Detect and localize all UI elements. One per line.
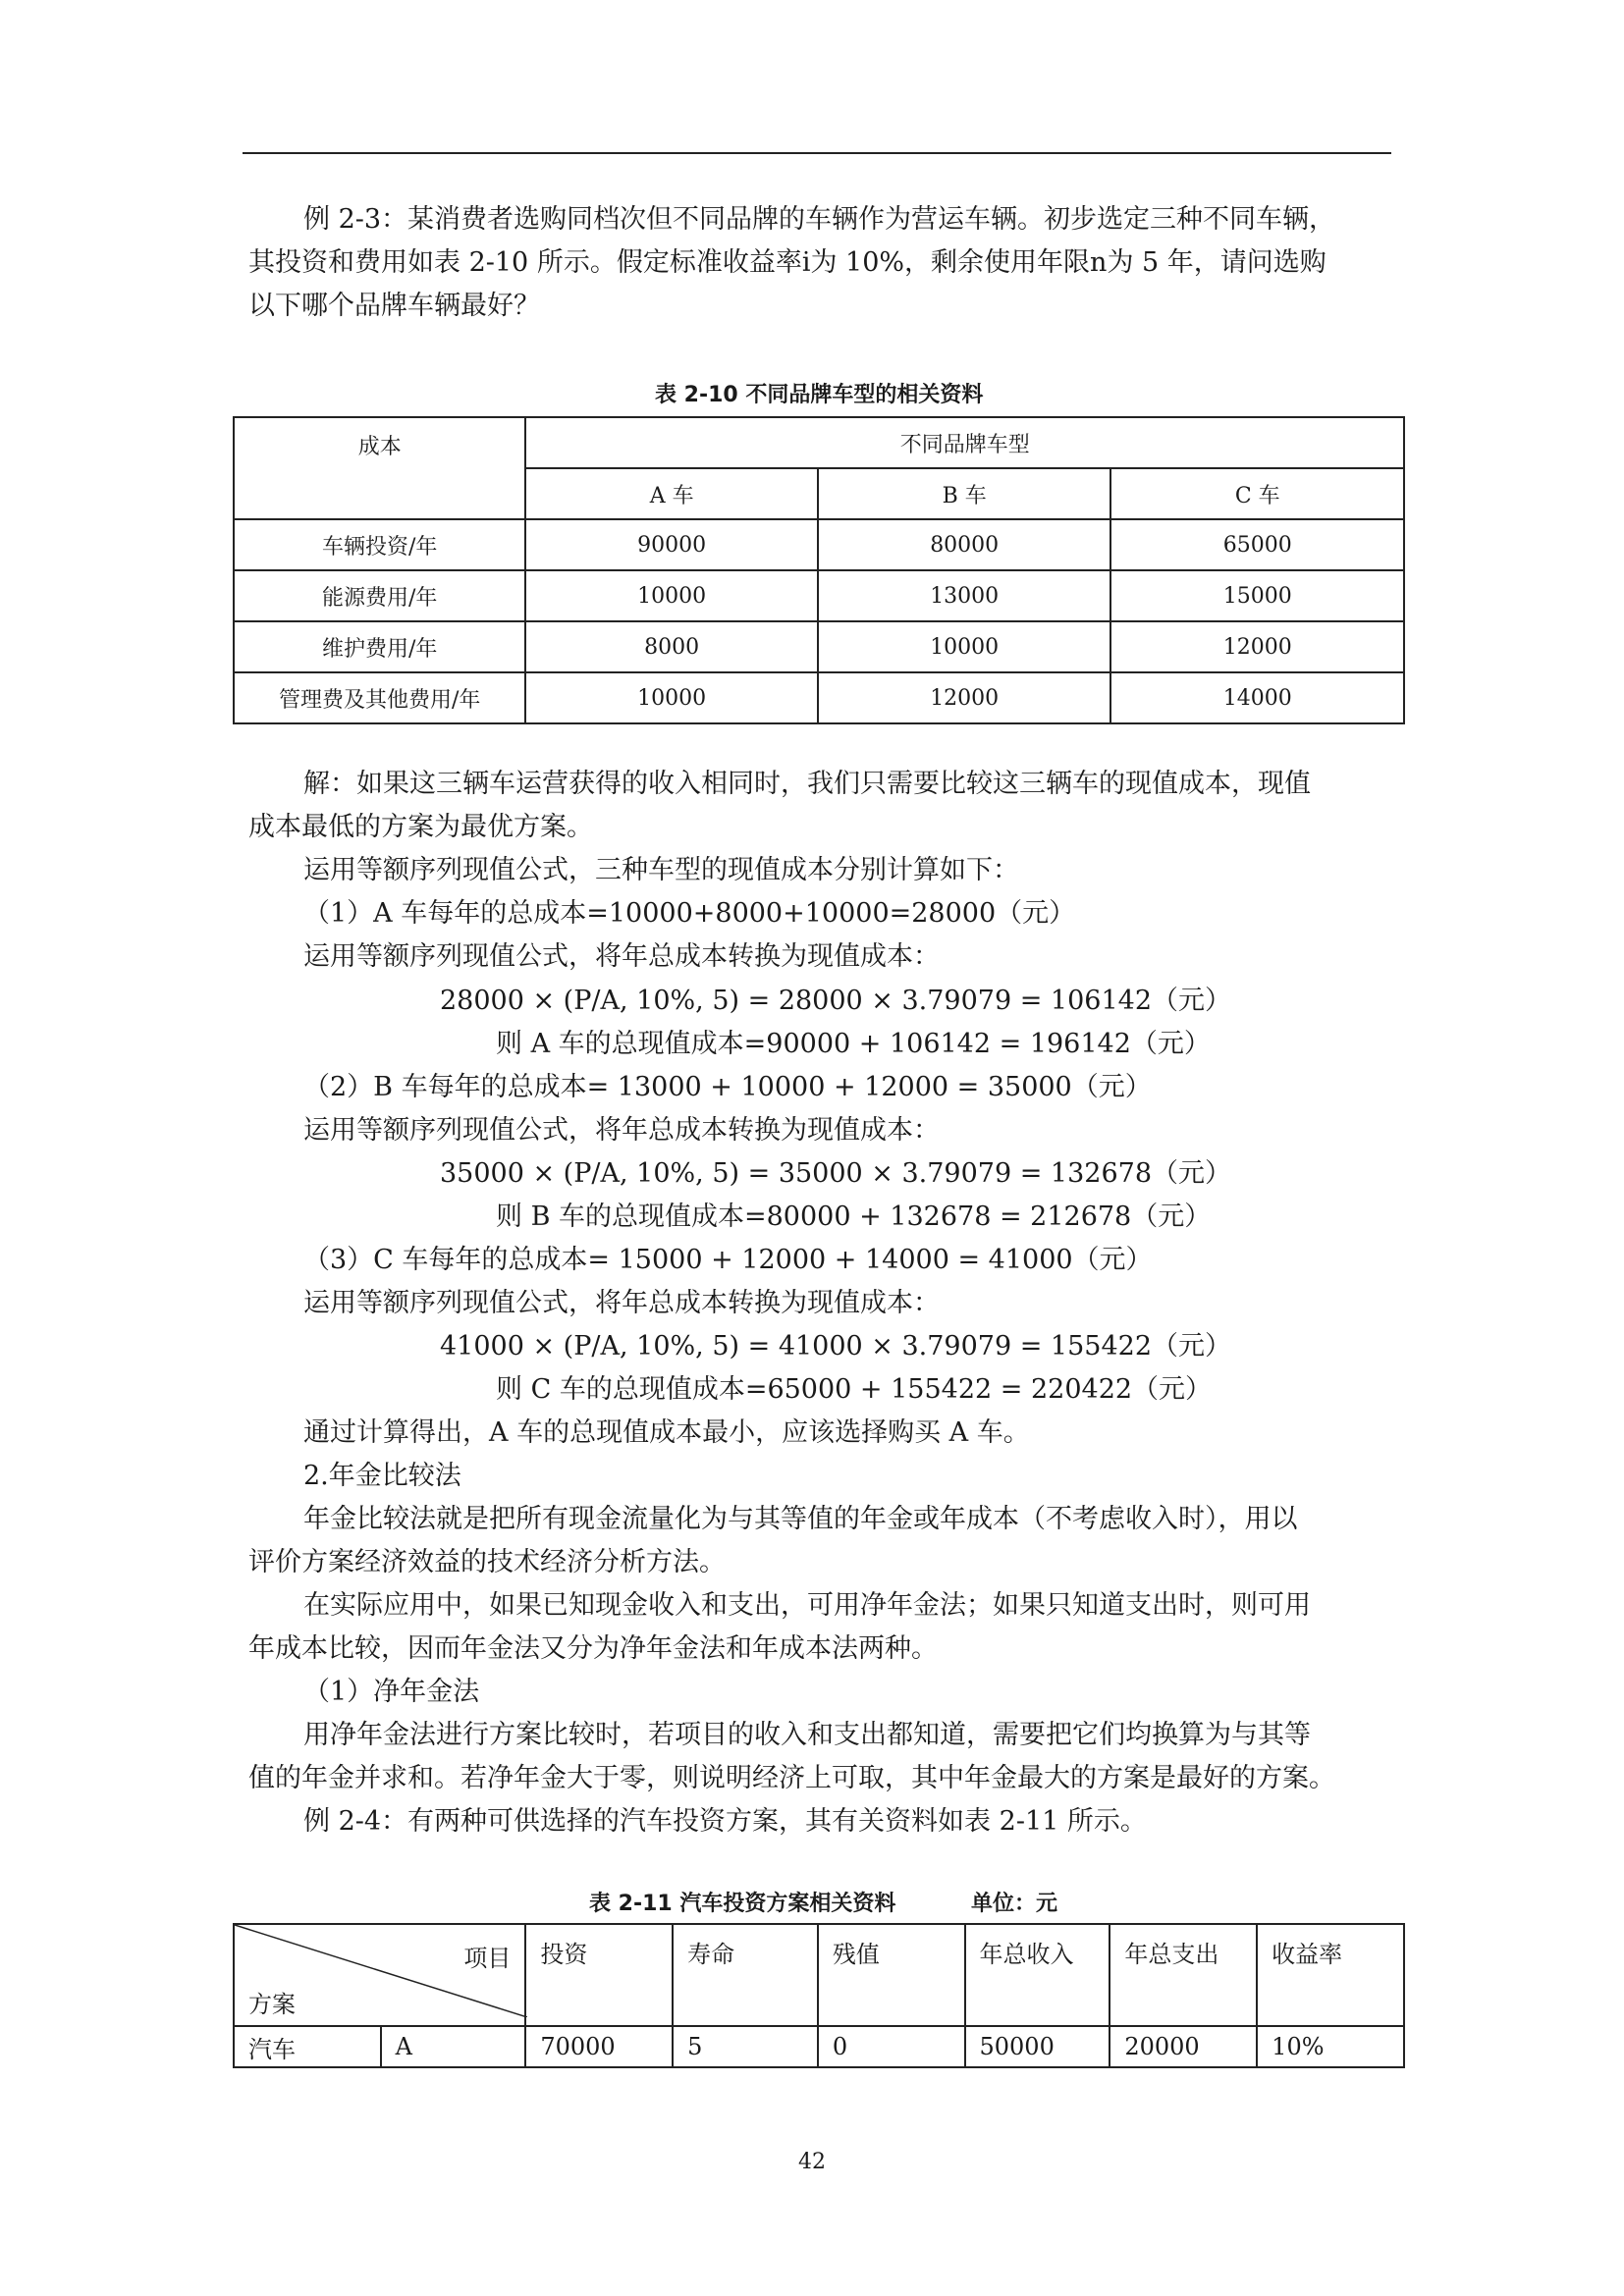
cell-c: 15000 xyxy=(1110,570,1404,621)
example-2-3-line1: 例 2-3：某消费者选购同档次但不同品牌的车辆作为营运车辆。初步选定三种不同车辆， xyxy=(303,204,1336,235)
subsection-heading: （1）净年金法 xyxy=(303,1677,480,1707)
solution-line13: 运用等额序列现值公式，将年总成本转换为现值成本： xyxy=(303,1288,940,1318)
section-heading: 2.年金比较法 xyxy=(303,1461,461,1491)
solution-line4: （1）A 车每年的总成本=10000+8000+10000=28000（元） xyxy=(303,898,1076,929)
section-p1-line2: 评价方案经济效益的技术经济分析方法。 xyxy=(248,1547,726,1577)
diagonal-header xyxy=(234,1924,525,2026)
table-row xyxy=(234,2026,1404,2067)
header-annual-income: 年总收入 xyxy=(965,1924,1110,2026)
cell-salvage: 0 xyxy=(818,2026,965,2067)
table-row xyxy=(234,621,1404,672)
row-label: 管理费及其他费用/年 xyxy=(234,672,525,723)
table-2-10-caption: 表 2-10 不同品牌车型的相关资料 xyxy=(655,383,984,407)
solution-line12: （3）C 车每年的总成本= 15000 + 12000 + 14000 = 41000（元） xyxy=(303,1245,1153,1275)
equation-c: 41000 × (P/A, 10%, 5) = 41000 × 3.79079 = 155422（元） xyxy=(440,1331,1232,1362)
header-investment: 投资 xyxy=(525,1924,673,2026)
conclusion: 通过计算得出，A 车的总现值成本最小，应该选择购买 A 车。 xyxy=(303,1417,1030,1448)
example-2-4: 例 2-4：有两种可供选择的汽车投资方案，其有关资料如表 2-11 所示。 xyxy=(303,1806,1147,1837)
section-p2-line1: 在实际应用中，如果已知现金收入和支出，可用净年金法；如果只知道支出时，则可用 xyxy=(303,1590,1311,1621)
header-lifespan: 寿命 xyxy=(673,1924,818,2026)
cell-a: 90000 xyxy=(525,519,818,570)
cell-rate: 10% xyxy=(1257,2026,1404,2067)
table-row xyxy=(234,519,1404,570)
result-a: 则 A 车的总现值成本=90000 + 106142 = 196142（元） xyxy=(496,1029,1211,1059)
cell-b: 12000 xyxy=(818,672,1111,723)
table-row xyxy=(234,672,1404,723)
page-number: 42 xyxy=(798,2150,826,2174)
example-2-3-line2: 其投资和费用如表 2-10 所示。假定标准收益率i为 10%，剩余使用年限n为 5 年，请问选购 xyxy=(248,247,1326,278)
section-p3-line2: 值的年金并求和。若净年金大于零，则说明经济上可取，其中年金最大的方案是最好的方案。 xyxy=(248,1763,1335,1793)
header-salvage: 残值 xyxy=(818,1924,965,2026)
cell-a: 8000 xyxy=(525,621,818,672)
header-cost: 成本 xyxy=(234,417,525,519)
table-row xyxy=(234,570,1404,621)
cell-annual-expense: 20000 xyxy=(1110,2026,1257,2067)
cell-lifespan: 5 xyxy=(673,2026,818,2067)
header-rate: 收益率 xyxy=(1257,1924,1404,2026)
header-annual-expense: 年总支出 xyxy=(1110,1924,1257,2026)
solution-line1: 解：如果这三辆车运营获得的收入相同时，我们只需要比较这三辆车的现值成本，现值 xyxy=(303,769,1311,799)
row-label: 车辆投资/年 xyxy=(234,519,525,570)
solution-line9: 运用等额序列现值公式，将年总成本转换为现值成本： xyxy=(303,1115,940,1146)
cell-c: 12000 xyxy=(1110,621,1404,672)
diag-label-item: 项目 xyxy=(463,1945,512,1972)
section-p2-line2: 年成本比较，因而年金法又分为净年金法和年成本法两种。 xyxy=(248,1633,938,1664)
equation-b: 35000 × (P/A, 10%, 5) = 35000 × 3.79079 = 132678（元） xyxy=(440,1158,1232,1189)
cell-a: 10000 xyxy=(525,570,818,621)
diag-label-plan: 方案 xyxy=(248,1991,296,2018)
solution-line2: 成本最低的方案为最优方案。 xyxy=(248,812,593,842)
table-2-11 xyxy=(233,1923,1405,2068)
example-2-3-line3: 以下哪个品牌车辆最好？ xyxy=(248,291,540,321)
section-p1-line1: 年金比较法就是把所有现金流量化为与其等值的年金或年成本（不考虑收入时），用以 xyxy=(303,1504,1298,1534)
section-p3-line1: 用净年金法进行方案比较时，若项目的收入和支出都知道，需要把它们均换算为与其等 xyxy=(303,1720,1311,1750)
cell-investment: 70000 xyxy=(525,2026,673,2067)
cell-annual-income: 50000 xyxy=(965,2026,1110,2067)
row-label: 维护费用/年 xyxy=(234,621,525,672)
cell-c: 14000 xyxy=(1110,672,1404,723)
header-car-c: C 车 xyxy=(1110,468,1404,519)
header-car-a: A 车 xyxy=(525,468,818,519)
cell-c: 65000 xyxy=(1110,519,1404,570)
row-plan: A xyxy=(381,2026,526,2067)
equation-a: 28000 × (P/A, 10%, 5) = 28000 × 3.79079 = 106142（元） xyxy=(440,986,1232,1016)
cell-a: 10000 xyxy=(525,672,818,723)
result-b: 则 B 车的总现值成本=80000 + 132678 = 212678（元） xyxy=(496,1201,1212,1232)
row-group: 汽车 xyxy=(234,2026,381,2067)
header-brand-group: 不同品牌车型 xyxy=(525,417,1404,468)
header-car-b: B 车 xyxy=(818,468,1111,519)
table-2-10 xyxy=(233,416,1405,724)
solution-line5: 运用等额序列现值公式，将年总成本转换为现值成本： xyxy=(303,941,940,972)
cell-b: 10000 xyxy=(818,621,1111,672)
cell-b: 13000 xyxy=(818,570,1111,621)
cell-b: 80000 xyxy=(818,519,1111,570)
solution-line3: 运用等额序列现值公式，三种车型的现值成本分别计算如下： xyxy=(303,855,1019,885)
table-2-11-caption: 表 2-11 汽车投资方案相关资料 单位：元 xyxy=(589,1892,1057,1916)
header-rule xyxy=(243,152,1391,154)
row-label: 能源费用/年 xyxy=(234,570,525,621)
solution-line8: （2）B 车每年的总成本= 13000 + 10000 + 12000 = 35000（元） xyxy=(303,1072,1152,1102)
result-c: 则 C 车的总现值成本=65000 + 155422 = 220422（元） xyxy=(496,1374,1213,1405)
